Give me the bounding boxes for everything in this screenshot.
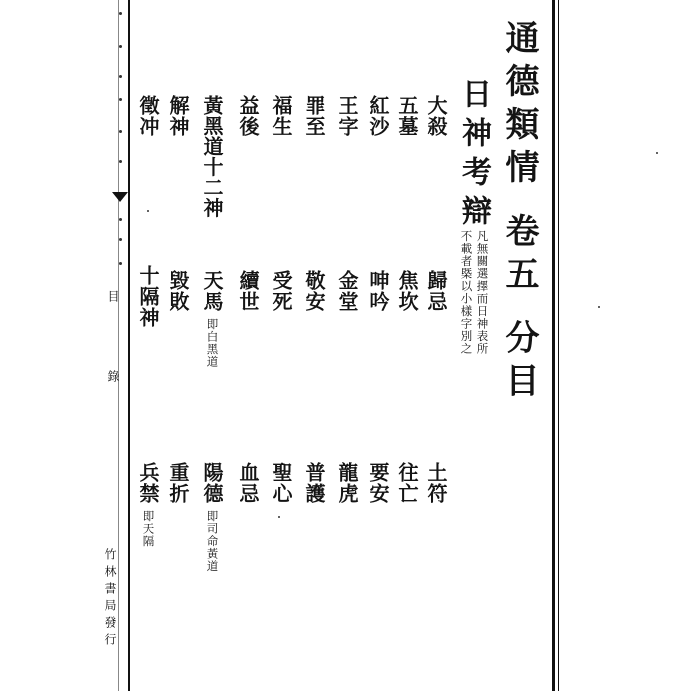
outer-border-right <box>552 0 555 691</box>
entry-jingan: 敬安 <box>302 270 326 312</box>
section-title: 日神考辯 <box>456 78 491 234</box>
entry-jiaokan: 焦坎 <box>395 270 419 312</box>
entry-tianma: 天馬 <box>200 270 224 312</box>
entry-fusheng: 福生 <box>269 95 293 137</box>
gutter-mark <box>119 130 122 133</box>
note-line-2: 不載者槩以小樣字別之 <box>459 230 474 355</box>
gutter-mark <box>119 12 122 15</box>
entry-zuizhi: 罪至 <box>302 95 326 137</box>
print-speck <box>278 516 280 518</box>
entry-yihou: 益後 <box>236 95 260 137</box>
entry-zhengchong: 徵冲 <box>136 95 160 137</box>
gutter-mark <box>119 262 122 265</box>
entry-xueji: 血忌 <box>236 462 260 504</box>
entry-xushi: 續世 <box>236 270 260 312</box>
entry-yaoan: 要安 <box>366 462 390 504</box>
entry-zhongzhe: 重折 <box>166 462 190 504</box>
entry-dasha: 大殺 <box>424 95 448 137</box>
entry-longhu: 龍虎 <box>335 462 359 504</box>
entry-yangde: 陽德 <box>200 462 224 504</box>
entry-puhu: 普護 <box>302 462 326 504</box>
entry-hongsha: 紅沙 <box>366 95 390 137</box>
gutter-mark <box>119 98 122 101</box>
gutter-mark <box>119 238 122 241</box>
publisher-imprint: 竹林書局發行 <box>103 548 117 650</box>
fishtail-mark <box>112 192 128 202</box>
entry-bingjin: 兵禁 <box>136 462 160 504</box>
gutter-mark <box>119 218 122 221</box>
entry-wangzi: 王字 <box>335 95 359 137</box>
entry-huibai: 毀敗 <box>166 270 190 312</box>
entry-guiji: 歸忌 <box>424 270 448 312</box>
entry-shenyin: 呻吟 <box>366 270 390 312</box>
entry-wangwang: 往亡 <box>395 462 419 504</box>
note-line-1: 凡無關選擇而日神表所 <box>475 230 490 355</box>
entry-bingjin-note: 即天隔 <box>141 510 156 548</box>
print-speck <box>147 210 149 212</box>
outer-border-right-thin <box>558 0 559 691</box>
entry-yangde-note: 即司命黃道 <box>205 510 220 573</box>
gutter-mark <box>119 45 122 48</box>
gutter-mark <box>119 75 122 78</box>
entry-jieshen: 解神 <box>166 95 190 137</box>
gutter-mark <box>119 160 122 163</box>
entry-shousi: 受死 <box>269 270 293 312</box>
print-speck <box>656 152 658 154</box>
print-speck <box>598 306 600 308</box>
volume-title: 通德類情 卷五 分目 <box>499 20 539 406</box>
entry-jintang: 金堂 <box>335 270 359 312</box>
margin-label: 目 錄 <box>106 290 120 414</box>
entry-shige-shen: 十隔神 <box>136 265 160 328</box>
inner-border-left <box>128 0 130 691</box>
entry-tufu: 土符 <box>424 462 448 504</box>
entry-wumu: 五墓 <box>395 95 419 137</box>
entry-huanghei-dao: 黃黑道十二神 <box>200 95 224 218</box>
entry-tianma-note: 即白黑道 <box>205 318 220 368</box>
entry-shengxin: 聖心 <box>269 462 293 504</box>
